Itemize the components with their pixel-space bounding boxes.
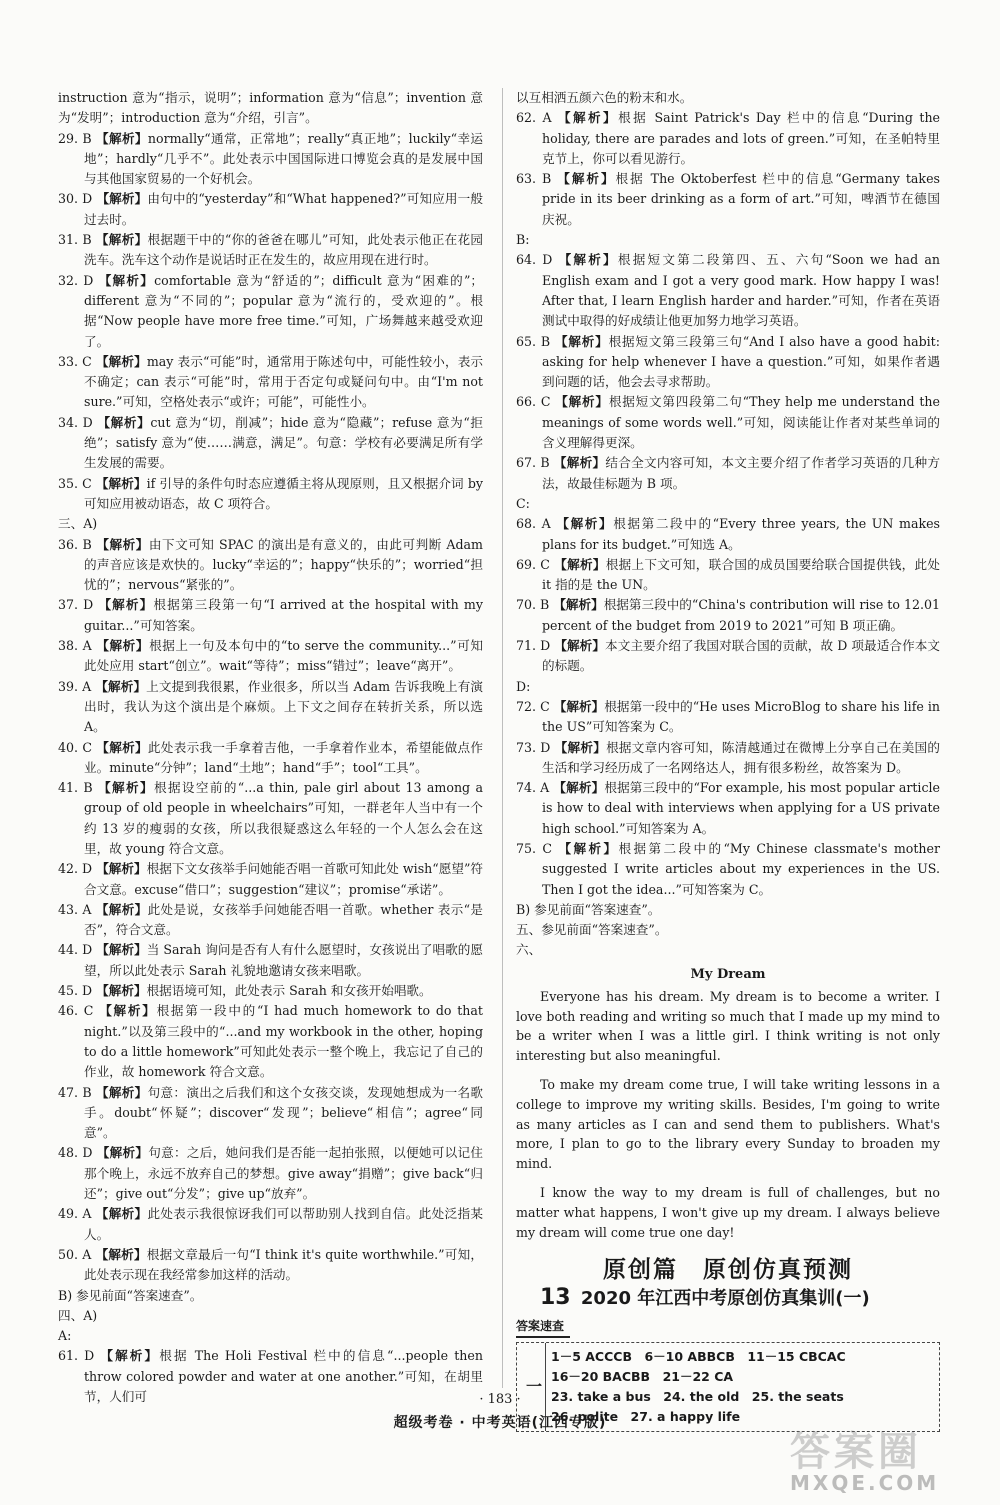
analysis-tag: 【解析】 [98, 272, 155, 288]
watermark-en: MXQE.COM [790, 1471, 940, 1495]
section-label: D: [516, 678, 531, 694]
answer-number: 47. B [58, 1084, 92, 1100]
answer-entry [58, 940, 483, 981]
answer-number: 44. D [58, 942, 93, 958]
analysis-text: 根据第二段中的“Every three years, the UN makes plans for its budget.”可知选 A。 [542, 516, 941, 552]
answer-entry [516, 738, 940, 779]
left-column [58, 88, 483, 1407]
section-label: 三、A) [58, 516, 98, 532]
answer-number: 65. B [516, 333, 551, 349]
analysis-tag: 【解析】 [557, 171, 616, 187]
analysis-text: 根据上一句及本句中的“to serve the community...”可知此处应用 start“创立”。wait“等待”；miss“错过”；leave“离开”。 [84, 638, 483, 674]
analysis-tag: 【解析】 [556, 516, 614, 532]
answer-number: 41. B [58, 780, 93, 796]
answer-number: 42. D [58, 861, 93, 877]
section-label: 五、参见前面“答案速查”。 [516, 922, 668, 938]
answer-entry [58, 738, 483, 779]
section-label: A: [58, 1328, 72, 1344]
analysis-text: comfortable 意为“舒适的”；difficult 意为“困难的”；different 意为“不同的”；popular 意为“流行的，受欢迎的”。根据“Now people have more free time.”可知，广场舞越来越受欢迎了。 [84, 272, 483, 349]
unit-number: 13 [540, 1285, 571, 1311]
analysis-tag: 【解析】 [95, 1084, 148, 1100]
section-label: 四、A) [58, 1307, 98, 1323]
answer-number: 67. B [516, 455, 550, 471]
answer-entry [58, 474, 483, 515]
analysis-tag: 【解析】 [554, 739, 607, 755]
analysis-tag: 【解析】 [96, 130, 148, 146]
answer-number: 38. A [58, 638, 92, 654]
analysis-text: 根据短文第二段第四、五、六句“Soon we had an English exam and I got a very good mark. How happy I was! After that, I learn English harder and harder.”可知，作者在英语测试中取得的好成绩让他更加努力地学习英语。 [542, 252, 940, 329]
analysis-tag: 【解析】 [558, 840, 619, 856]
answer-number: 49. A [58, 1206, 92, 1222]
analysis-text: 根据文章最后一句“I think it's quite worthwhile.”可知，此处表示现在我经常参加这样的活动。 [84, 1246, 483, 1283]
answer-entry [516, 697, 940, 738]
answer-number: 69. C [516, 556, 550, 572]
analysis-tag: 【解析】 [99, 1003, 157, 1019]
essay-paragraph: To make my dream come true, I will take writing lessons in a college to improve my writing skills. Besides, I'm going to write as many articles as I can and send them to publishers. What's more, I plan to go to the library every Sunday to broaden my mind. [516, 1077, 940, 1171]
analysis-text: 根据文章内容可知，陈清越通过在微博上分享自己在美国的生活和学习经历成了一名网络达人，拥有很多粉丝，故答案为 D。 [542, 739, 940, 775]
section-label: B) 参见前面“答案速查”。 [516, 901, 661, 917]
analysis-text: 根据下文女孩举手问她能否唱一首歌可知此处 wish“愿望”符合文意。excuse“借口”；suggestion“建议”；promise“承诺”。 [84, 861, 483, 897]
quick-check-line: 23. take a bus 24. the old 25. the seats [551, 1389, 844, 1405]
answer-number: 50. A [58, 1246, 92, 1262]
analysis-tag: 【解析】 [553, 780, 605, 796]
answer-number: 64. D [516, 252, 553, 268]
answer-entry [58, 1204, 483, 1245]
answer-entry [516, 108, 940, 169]
analysis-text: 根据第一段中的“I had much homework to do that night.”以及第三段中的“...and my workbook in the other, hoping to do a little homework”可知此处表示一整个晚上，我忘记了自己的作业，故 homework 符合文意。 [84, 1003, 483, 1080]
book-title: 超级考卷 · 中考英语(江西专版) [393, 1415, 607, 1431]
watermark-logo [790, 1420, 990, 1502]
analysis-text: 此处表示我一手拿着吉他，一手拿着作业本，希望能做点作业。minute“分钟”；land“土地”；hand“手”；tool“工具”。 [84, 739, 484, 775]
analysis-tag: 【解析】 [553, 455, 606, 471]
analysis-tag: 【解析】 [96, 983, 147, 999]
answer-entry [58, 1143, 483, 1204]
analysis-text: 根据第二段中的“My Chinese classmate's mother suggested I write articles about my experiences in the US. Then I got the idea...”可知答案为 C。 [542, 840, 940, 897]
analysis-text: 根据第一段中的“He uses MicroBlog to share his life in the US”可知答案为 C。 [542, 698, 940, 735]
analysis-tag: 【解析】 [554, 556, 606, 572]
analysis-tag: 【解析】 [558, 110, 619, 126]
continued-text: instruction 意为“指示，说明”；information 意为“信息”；invention 意为“发明”；introduction 意为“介绍，引言”。 [58, 90, 483, 126]
analysis-tag: 【解析】 [554, 333, 609, 349]
analysis-tag: 【解析】 [95, 678, 147, 694]
answer-number: 74. A [516, 780, 550, 796]
analysis-text: 根据题干中的“你的爸爸在哪儿”可知，此处表示他正在花园洗车。洗车这个动作是说话时正在发生的，故应用现在进行时。 [84, 232, 483, 268]
answer-entry [58, 677, 483, 738]
answer-entry [58, 271, 483, 352]
analysis-text: 根据上下文可知，联合国的成员国要给联合国提供钱，此处 it 指的是 the UN。 [542, 556, 941, 593]
answer-entry [58, 981, 483, 1001]
analysis-text: 此处表示我很惊讶我们可以帮助别人找到自信。此处泛指某人。 [84, 1206, 483, 1242]
watermark-cn: 答案圈 [790, 1429, 922, 1475]
answer-entry [58, 129, 483, 190]
analysis-tag: 【解析】 [96, 638, 150, 654]
answer-number: 75. C [516, 840, 553, 856]
answer-entry [516, 514, 940, 555]
answer-entry [58, 900, 483, 941]
analysis-text: 根据 The Holi Festival 栏中的信息“...people then throw colored powder and water at one another.”可知，在胡里节，人们可 [84, 1348, 483, 1404]
answer-number: 39. A [58, 678, 92, 694]
analysis-text: 根据第三段中的“For example, his most popular article is how to deal with interviews when applying for a US private high school.”可知答案为 A。 [542, 780, 940, 836]
answer-entry [58, 1245, 483, 1286]
answer-number: 36. B [58, 536, 92, 552]
analysis-tag: 【解析】 [95, 901, 148, 917]
answer-entry [516, 636, 940, 677]
answer-entry [58, 352, 483, 413]
answer-entry [516, 778, 940, 839]
analysis-text: normally“通常，正常地”；really“真正地”；luckily“幸运地”；hardly“几乎不”。此处表示中国国际进口博览会真的是发展中国与其他国家贸易的一个好机会。 [84, 130, 484, 187]
answer-entry [58, 535, 483, 596]
analysis-tag: 【解析】 [553, 698, 605, 714]
analysis-tag: 【解析】 [98, 780, 154, 796]
analysis-tag: 【解析】 [553, 597, 604, 613]
answer-entry [58, 778, 483, 859]
answer-number: 62. A [516, 110, 552, 126]
answer-entry [516, 839, 940, 900]
unit-heading [540, 1285, 940, 1311]
page-number: · 183 · [479, 1392, 521, 1407]
analysis-text: if 引导的条件句时态应遵循主将从现原则，且又根据介词 by 可知应用被动语态，故 C 项符合。 [84, 475, 484, 511]
answer-entry [58, 1083, 483, 1144]
section-label: C: [516, 495, 530, 511]
answer-entry [58, 230, 483, 271]
answer-number: 40. C [58, 739, 92, 755]
answer-number: 32. D [58, 272, 94, 288]
answer-number: 66. C [516, 394, 551, 410]
answer-number: 30. D [58, 191, 93, 207]
answer-entry [516, 595, 940, 636]
analysis-text: 根据短文第三段第三句“And I also have a good habit: asking for help whenever I have a question.”可知，如果作者遇到问题的话，他会去寻求帮助。 [542, 333, 940, 390]
quick-check-line: 1－5 ACCCB 6－10 ABBCB 11－15 CBCAC [551, 1349, 846, 1365]
section-heading: 原创篇 原创仿真预测 [603, 1257, 853, 1284]
answer-number: 37. D [58, 597, 94, 613]
answer-number: 70. B [516, 597, 550, 613]
answer-number: 33. C [58, 353, 92, 369]
answer-number: 71. D [516, 638, 551, 654]
analysis-tag: 【解析】 [95, 475, 147, 491]
analysis-text: 根据 The Oktoberfest 栏中的信息“Germany takes pride in its beer drinking as a form of art.”可知，啤酒节在德国庆祝。 [542, 171, 940, 227]
essay-title: My Dream [690, 966, 766, 982]
analysis-tag: 【解析】 [554, 638, 606, 654]
analysis-text: 由下文可知 SPAC 的演出是有意义的，由此可判断 Adam 的声音应该是欢快的。lucky“幸运的”；happy“快乐的”；worried“担忧的”；nervous“紧张的”。 [84, 536, 483, 593]
answer-entry [58, 595, 483, 636]
analysis-tag: 【解析】 [100, 1348, 160, 1364]
analysis-tag: 【解析】 [96, 942, 147, 958]
answer-entry [516, 453, 940, 494]
answer-entry [516, 250, 940, 331]
essay-paragraph: Everyone has his dream. My dream is to become a writer. I love both reading and writing so much that I made up my mind to be a writer when I was a little girl. I think writing is not only interesting but also meaningful. [516, 989, 940, 1063]
analysis-text: 根据设空前的“...a thin, pale girl about 13 among a group of old people in wheelchairs”可知，一群老年人当中有一个约 13 岁的瘦弱的女孩，所以我很疑惑这么年轻的一个人怎么会在这里，故 young 符合文意。 [84, 780, 484, 856]
section-label: B) 参见前面“答案速查”。 [58, 1287, 203, 1303]
analysis-tag: 【解析】 [95, 1206, 148, 1222]
answer-entry [58, 636, 483, 677]
analysis-text: may 表示“可能”时，通常用于陈述句中，可能性较小，表示不确定；can 表示“可能”时，常用于否定句或疑问句中。由“I'm not sure.”可知，空格处表示“或许；可能”，可能性小。 [84, 353, 484, 410]
quick-check-line: 26. polite 27. a happy life [551, 1409, 741, 1425]
unit-title: 2020 年江西中考原创仿真集训(一) [580, 1288, 870, 1310]
analysis-text: 句意：之后，她问我们是否能一起拍张照，以便她可以记住那个晚上，永远不放弃自己的梦想。give away“捐赠”；give back“归还”；give out“分发”；give up“放弃”。 [84, 1145, 483, 1202]
analysis-tag: 【解析】 [95, 1246, 147, 1262]
right-column [516, 88, 940, 1432]
analysis-text: 根据 Saint Patrick's Day 栏中的信息“During the holiday, there are parades and lots of green.”可知，在圣帕特里克节上，你可以看见游行。 [542, 110, 941, 166]
answer-number: 48. D [58, 1145, 93, 1161]
right-answers [516, 88, 940, 961]
analysis-tag: 【解析】 [96, 861, 147, 877]
analysis-tag: 【解析】 [98, 597, 154, 613]
answer-number: 73. D [516, 739, 551, 755]
answer-entry [516, 392, 940, 453]
continued-text: 以互相洒五颜六色的粉末和水。 [516, 90, 693, 105]
analysis-text: 句意：演出之后我们和这个女孩交谈，发现她想成为一名歌手。doubt“怀疑”；discover“发现”；believe“相信”；agree“同意”。 [84, 1084, 483, 1141]
section-label: B: [516, 232, 530, 248]
answer-entry [58, 189, 483, 230]
analysis-text: 本文主要介绍了我国对联合国的贡献，故 D 项最适合作本文的标题。 [542, 638, 941, 674]
analysis-text: 当 Sarah 询问是否有人有什么愿望时，女孩说出了唱歌的愿望，所以此处表示 Sarah 礼貌地邀请女孩来唱歌。 [84, 942, 483, 978]
analysis-text: 根据短文第四段第二句“They help me understand the meanings of some words well.”可知，阅读能让作者对某些单词的含义理解得更深。 [542, 394, 940, 451]
analysis-text: 结合全文内容可知，本文主要介绍了作者学习英语的几种方法，故最佳标题为 B 项。 [542, 455, 941, 491]
analysis-tag: 【解析】 [95, 353, 147, 369]
analysis-text: 根据语境可知，此处表示 Sarah 和女孩开始唱歌。 [146, 983, 432, 999]
answer-entry [516, 555, 940, 596]
answer-number: 46. C [58, 1003, 94, 1019]
answer-number: 68. A [516, 516, 551, 532]
analysis-tag: 【解析】 [558, 252, 618, 268]
section-label: 六、 [516, 942, 542, 958]
answer-entry [516, 169, 940, 230]
answer-number: 45. D [58, 983, 93, 999]
answer-number: 31. B [58, 232, 92, 248]
analysis-text: 根据第三段第一句“I arrived at the hospital with my guitar...”可知答案。 [84, 597, 483, 633]
answer-number: 29. B [58, 130, 92, 146]
quick-check-line: 16－20 BACBB 21－22 CA [551, 1369, 734, 1385]
analysis-tag: 【解析】 [96, 536, 149, 552]
answer-number: 61. D [58, 1348, 95, 1364]
answer-entry [516, 332, 940, 393]
analysis-tag: 【解析】 [96, 739, 148, 755]
answer-number: 43. A [58, 901, 92, 917]
essay [516, 965, 940, 1242]
answer-number: 63. B [516, 171, 552, 187]
quick-check-roman: 一 [523, 1343, 546, 1431]
analysis-tag: 【解析】 [95, 232, 148, 248]
analysis-text: 由句中的“yesterday”和“What happened?”可知应用一般过去时。 [84, 191, 483, 227]
analysis-tag: 【解析】 [96, 191, 148, 207]
analysis-tag: 【解析】 [96, 1145, 149, 1161]
analysis-tag: 【解析】 [555, 394, 609, 410]
answer-entry [58, 859, 483, 900]
essay-paragraph: I know the way to my dream is full of challenges, but no matter what happens, I won't give up my dream. I always believe my dream will come true one day! [516, 1185, 940, 1240]
column-divider [502, 88, 503, 1388]
answer-entry [58, 1001, 483, 1082]
quick-check-label: 答案速查 [516, 1316, 570, 1338]
analysis-text: 上文提到我很累，作业很多，所以当 Adam 告诉我晚上有演出时，我认为这个演出是个麻烦。上下文之间存在转折关系，所以选 A。 [84, 678, 483, 735]
analysis-text: cut 意为“切，削减”；hide 意为“隐藏”；refuse 意为“拒绝”；satisfy 意为“使……满意，满足”。句意：学校有必要满足所有学生发展的需要。 [84, 414, 484, 471]
analysis-text: 此处是说，女孩举手问她能否唱一首歌。whether 表示“是否”，符合文意。 [84, 901, 483, 938]
answer-number: 72. C [516, 698, 550, 714]
analysis-text: 根据第三段中的“China's contribution will rise to 12.01 percent of the budget from 2019 to 2021”可知 B 项正确。 [542, 597, 940, 633]
answer-entry [58, 413, 483, 474]
analysis-tag: 【解析】 [97, 414, 151, 430]
answer-number: 35. C [58, 475, 92, 491]
answer-number: 34. D [58, 414, 93, 430]
